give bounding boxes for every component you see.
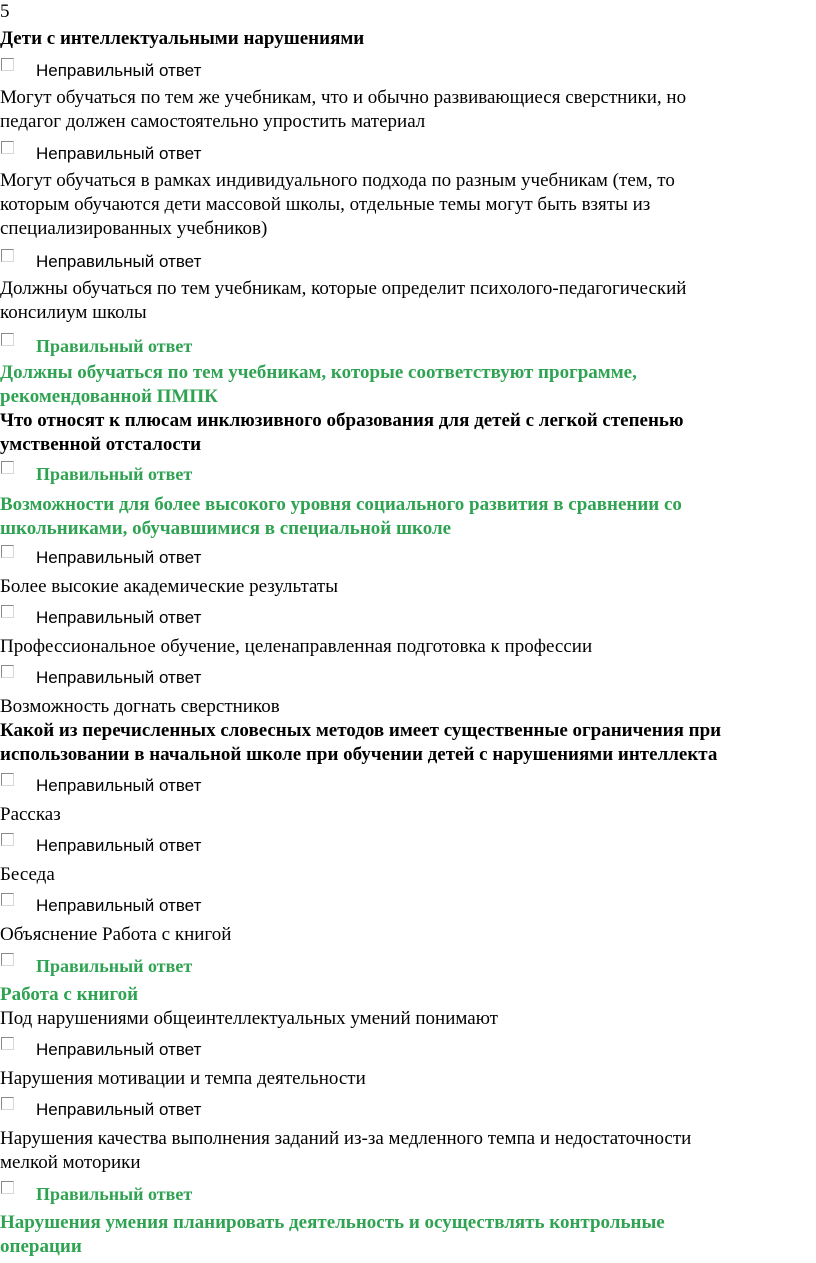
answer-checkbox[interactable]	[1, 665, 14, 678]
question-title: умственной отсталости	[0, 434, 202, 455]
answer-header	[0, 771, 400, 799]
answer-text: Возможность догнать сверстников	[0, 696, 280, 717]
answer-text: педагог должен самостоятельно упростить материал	[0, 111, 426, 132]
correct-answer-text: Возможности для более высокого уровня социального развития в сравнении со	[0, 494, 682, 515]
answer-checkbox[interactable]	[1, 605, 14, 618]
answer-text: консилиум школы	[0, 302, 147, 323]
page-number: 5	[0, 1, 10, 22]
answer-header	[0, 831, 400, 859]
answer-status-label: Неправильный ответ	[36, 1040, 202, 1059]
answer-header	[0, 663, 400, 691]
answer-status-label: Неправильный ответ	[36, 144, 202, 163]
answer-text: Нарушения качества выполнения заданий из-за медленного темпа и недостаточности	[0, 1128, 692, 1149]
answer-text: Объяснение Работа с книгой	[0, 924, 232, 945]
question-title: Под нарушениями общеинтеллектуальных умений понимают	[0, 1008, 498, 1029]
answer-text: Беседа	[0, 864, 55, 885]
answer-checkbox[interactable]	[1, 545, 14, 558]
answer-checkbox[interactable]	[1, 141, 14, 154]
answer-header-correct	[0, 951, 400, 979]
answer-status-label: Неправильный ответ	[36, 896, 202, 915]
answer-status-label: Неправильный ответ	[36, 1100, 202, 1119]
answer-status-label: Неправильный ответ	[36, 61, 202, 80]
correct-answer-text: Работа с книгой	[0, 984, 139, 1005]
answer-text: Должны обучаться по тем учебникам, которые определит психолого-педагогический	[0, 278, 687, 299]
question-title: Дети с интеллектуальными нарушениями	[0, 28, 365, 49]
correct-answer-text: Нарушения умения планировать деятельность и осуществлять контрольные	[0, 1212, 665, 1233]
answer-checkbox[interactable]	[1, 893, 14, 906]
answer-text: которым обучаются дети массовой школы, отдельные темы могут быть взяты из	[0, 194, 651, 215]
answer-status-label-correct: Правильный ответ	[36, 1184, 193, 1204]
answer-header	[0, 139, 400, 167]
answer-status-label-correct: Правильный ответ	[36, 336, 193, 356]
answer-status-label-correct: Правильный ответ	[36, 956, 193, 976]
question-title: Какой из перечисленных словесных методов имеет существенные ограничения при	[0, 720, 722, 741]
answer-header-correct	[0, 331, 400, 359]
answer-text: Рассказ	[0, 804, 61, 825]
answer-header-correct	[0, 459, 400, 487]
answer-status-label: Неправильный ответ	[36, 548, 202, 567]
correct-answer-text: Должны обучаться по тем учебникам, которые соответствуют программе,	[0, 362, 637, 383]
answer-checkbox[interactable]	[1, 249, 14, 262]
answer-text: Могут обучаться по тем же учебникам, что и обычно развивающиеся сверстники, но	[0, 87, 687, 108]
correct-answer-text: операции	[0, 1236, 82, 1257]
answer-text: специализированных учебников)	[0, 218, 268, 239]
answer-header	[0, 543, 400, 571]
answer-header	[0, 891, 400, 919]
correct-answer-text: школьниками, обучавшимися в специальной школе	[0, 518, 452, 539]
question-title: Что относят к плюсам инклюзивного образования для детей с легкой степенью	[0, 410, 684, 431]
answer-header	[0, 56, 400, 84]
answer-text: Более высокие академические результаты	[0, 576, 338, 597]
correct-answer-text: рекомендованной ПМПК	[0, 386, 218, 407]
question-title: использовании в начальной школе при обучении детей с нарушениями интеллекта	[0, 744, 718, 765]
answer-text: Нарушения мотивации и темпа деятельности	[0, 1068, 366, 1089]
answer-checkbox[interactable]	[1, 953, 14, 966]
answer-text: мелкой моторики	[0, 1152, 141, 1173]
answer-text: Могут обучаться в рамках индивидуального подхода по разным учебникам (тем, то	[0, 170, 675, 191]
answer-checkbox[interactable]	[1, 1181, 14, 1194]
answer-header-correct	[0, 1179, 400, 1207]
answer-header	[0, 603, 400, 631]
answer-status-label: Неправильный ответ	[36, 252, 202, 271]
answer-header	[0, 1095, 400, 1123]
answer-status-label-correct: Правильный ответ	[36, 464, 193, 484]
answer-checkbox[interactable]	[1, 461, 14, 474]
answer-status-label: Неправильный ответ	[36, 836, 202, 855]
answer-header	[0, 1035, 400, 1063]
answer-checkbox[interactable]	[1, 58, 14, 71]
answer-checkbox[interactable]	[1, 333, 14, 346]
answer-header	[0, 247, 400, 275]
answer-checkbox[interactable]	[1, 773, 14, 786]
answer-checkbox[interactable]	[1, 1037, 14, 1050]
answer-checkbox[interactable]	[1, 833, 14, 846]
answer-text: Профессиональное обучение, целенаправленная подготовка к профессии	[0, 636, 593, 657]
answer-status-label: Неправильный ответ	[36, 776, 202, 795]
answer-checkbox[interactable]	[1, 1097, 14, 1110]
answer-status-label: Неправильный ответ	[36, 668, 202, 687]
answer-status-label: Неправильный ответ	[36, 608, 202, 627]
